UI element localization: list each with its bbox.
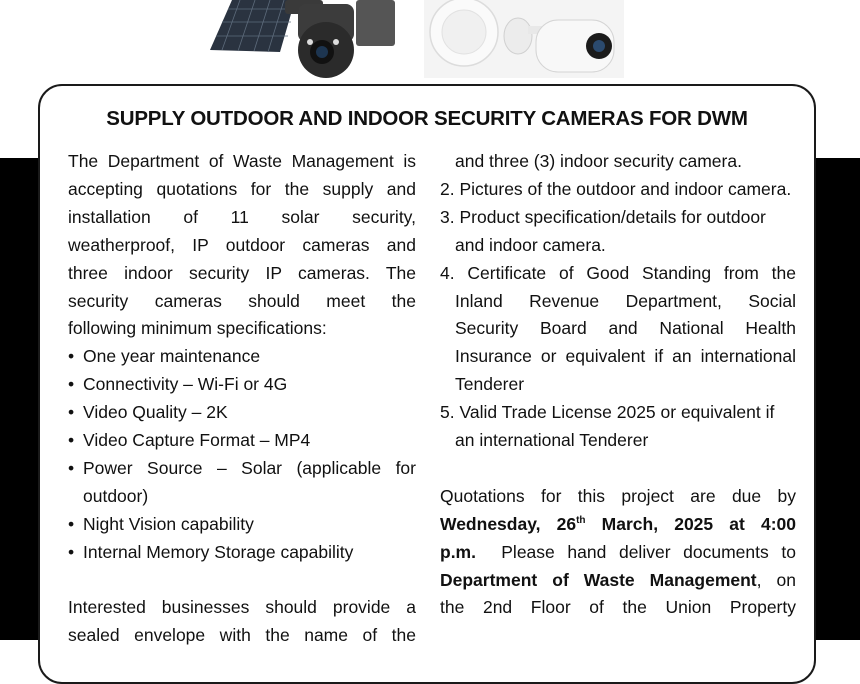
spec-item: • One year maintenance bbox=[68, 343, 416, 371]
department-name: Department of Waste Management bbox=[440, 569, 757, 590]
requirement-list bbox=[440, 176, 796, 455]
interested-line: sealed envelope with the name of the bbox=[68, 625, 416, 646]
requirement-item: 5. Valid Trade License 2025 or equivalent if an international Tenderer bbox=[440, 402, 775, 451]
deliver-line bbox=[440, 539, 796, 567]
due-date-line bbox=[440, 511, 796, 539]
floor-line: the 2nd Floor of the Union Property bbox=[440, 597, 796, 618]
quote-text: Quotations for this project are due by bbox=[440, 485, 796, 506]
due-day: Wednesday, 26 bbox=[440, 513, 577, 534]
spec-item: • Video Quality – 2K bbox=[68, 399, 416, 427]
intro-line: accepting quotations for the supply and bbox=[68, 178, 416, 199]
solar-camera-image bbox=[210, 0, 395, 78]
requirement-item: 2. Pictures of the outdoor and indoor camera. bbox=[440, 178, 792, 199]
due-rest: March, 2025 at 4:00 bbox=[585, 513, 796, 534]
on-text: , on bbox=[756, 569, 796, 590]
spec-item: • Night Vision capability bbox=[68, 511, 416, 539]
intro-line: three indoor security IP cameras. The bbox=[68, 262, 416, 283]
notice-panel bbox=[38, 84, 816, 684]
left-column bbox=[68, 148, 416, 650]
spec-item: • Video Capture Format – MP4 bbox=[68, 427, 416, 455]
due-suffix: th bbox=[576, 514, 586, 526]
intro-line: The Department of Waste Management is bbox=[68, 151, 416, 171]
requirement-item: 3. Product specification/details for outdoor and indoor camera. bbox=[440, 206, 766, 255]
spec-item: • Connectivity – Wi-Fi or 4G bbox=[68, 371, 416, 399]
intro-line: installation of 11 solar security, bbox=[68, 206, 416, 227]
intro-line: security cameras should meet the bbox=[68, 290, 416, 311]
deliver-text: Please hand deliver documents to bbox=[475, 541, 796, 562]
requirement-cont: and three (3) indoor security camera. bbox=[455, 151, 742, 171]
department-line bbox=[440, 567, 796, 595]
due-time: p.m. bbox=[440, 541, 476, 562]
requirement-item: 4. Certificate of Good Standing from the Inland Revenue Department, Social Security Board and National Health Insurance or equivalent if an international Tenderer bbox=[440, 262, 796, 395]
interested-line: Interested businesses should provide a bbox=[68, 597, 416, 618]
notice-title: SUPPLY OUTDOOR AND INDOOR SECURITY CAMERAS FOR DWM bbox=[106, 107, 748, 130]
indoor-camera-image bbox=[424, 0, 624, 78]
quote-line bbox=[440, 483, 796, 511]
intro-line: weatherproof, IP outdoor cameras and bbox=[68, 234, 416, 255]
spec-list bbox=[68, 343, 416, 566]
right-column bbox=[440, 148, 796, 622]
spec-item: • Power Source – Solar (applicable for outdoor) bbox=[68, 455, 416, 511]
spec-item: • Internal Memory Storage capability bbox=[68, 539, 416, 567]
intro-line: following minimum specifications: bbox=[68, 318, 327, 339]
